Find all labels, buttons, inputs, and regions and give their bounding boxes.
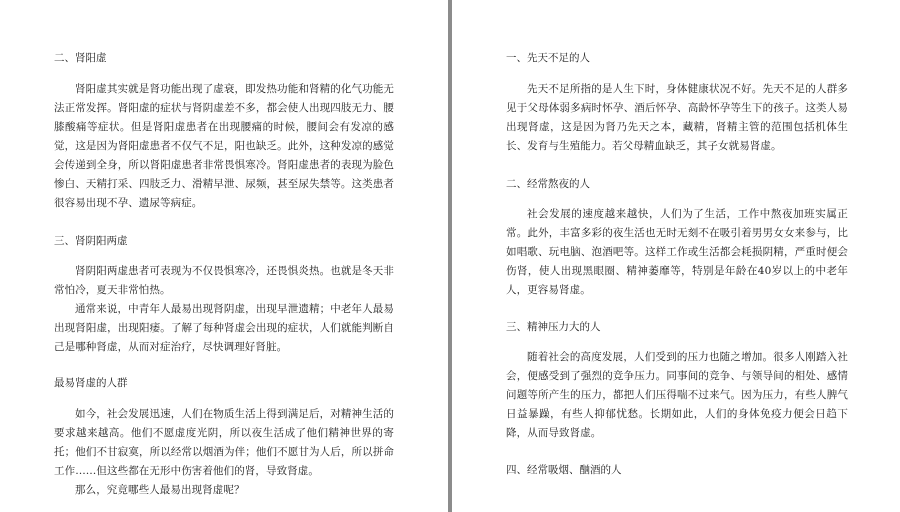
section-heading-smoking-drinking: 四、经常吸烟、酗酒的人 bbox=[506, 464, 622, 476]
paragraph: 肾阴阳两虚患者可表现为不仅畏惧寒冷，还畏惧炎热。也就是冬天非常怕冷，夏天非常怕热。 bbox=[54, 265, 394, 296]
section-heading-yin-yang-deficiency: 三、肾阴阳两虚 bbox=[54, 235, 128, 247]
paragraph: 先天不足所指的是人生下时，身体健康状况不好。先天不足的人群多见于父母体弱多病时怀孕、酒后怀孕、高龄怀孕等生下的孩子。这类人易出现肾虚，这是因为肾乃先天之本，藏精，肾精主管的范围包括机体生长、发育与生殖能力。若父母精血缺乏，其子女就易肾虚。 bbox=[506, 83, 848, 152]
section-heading-kidney-yang-deficiency: 二、肾阳虚 bbox=[54, 52, 107, 64]
paragraph: 肾阳虚其实就是肾功能出现了虚衰，即发热功能和肾精的化气功能无法正常发挥。肾阳虚的症状与肾阴虚差不多，都会使人出现四肢无力、腰膝酸痛等症状。但是肾阳虚患者在出现腰痛的时候，腰间会有发凉的感觉，这是因为肾阳虚患者不仅气不足，阳也缺乏。此外，这种发凉的感觉会传递到全身，所以肾阳虚患者非常畏惧寒冷。肾阳虚患者的表现为脸色惨白、天精打采、四肢乏力、滑精早泄、尿频，甚至尿失禁等。这类患者很容易出现不孕、遗尿等病症。 bbox=[54, 83, 394, 209]
section-heading-stay-up-late: 二、经常熬夜的人 bbox=[506, 178, 590, 190]
paragraph: 如今，社会发展迅速，人们在物质生活上得到满足后，对精神生活的要求越来越高。他们不愿虚度光阴，所以夜生活成了他们精神世界的寄托；他们不甘寂寞，所以经常以烟酒为伴；他们不愿甘为人后，所以拼命工作……但这些都在无形中伤害着他们的肾，导致肾虚。 bbox=[54, 408, 394, 477]
paragraph: 社会发展的速度越来越快，人们为了生活，工作中熬夜加班实属正常。此外，丰富多彩的夜生活也无时无刻不在吸引着男男女女来参与，比如唱歌、玩电脑、泡酒吧等。这样工作或生活都会耗损阴精，严重时便会伤肾，使人出现黑眼圈、精神萎靡等，特别是年龄在40岁以上的中老年人，更容易肾虚。 bbox=[506, 208, 848, 296]
paragraph: 通常来说，中青年人最易出现肾阴虚，出现早泄遗精；中老年人最易出现肾阳虚，出现阳痿。了解了每种肾虚会出现的症状，人们就能判断自己是哪种肾虚，从而对症治疗，尽快调理好肾脏。 bbox=[54, 303, 394, 353]
right-page bbox=[452, 0, 900, 512]
paragraph: 那么，究竟哪些人最易出现肾虚呢？ bbox=[75, 484, 245, 496]
section-heading-susceptible-groups: 最易肾虚的人群 bbox=[54, 377, 128, 389]
left-page bbox=[0, 0, 448, 512]
section-heading-high-stress: 三、精神压力大的人 bbox=[506, 321, 601, 333]
paragraph: 随着社会的高度发展，人们受到的压力也随之增加。很多人刚踏入社会，便感受到了强烈的竞争压力。同事间的竞争、与领导间的相处、感情问题等所产生的压力，都把人们压得喘不过来气。因为压力，有些人脾气日益暴躁，有些人抑郁忧愁。长期如此，人们的身体免疫力便会日趋下降，从而导致肾虚。 bbox=[506, 351, 848, 439]
section-heading-congenital-deficiency: 一、先天不足的人 bbox=[506, 52, 590, 64]
